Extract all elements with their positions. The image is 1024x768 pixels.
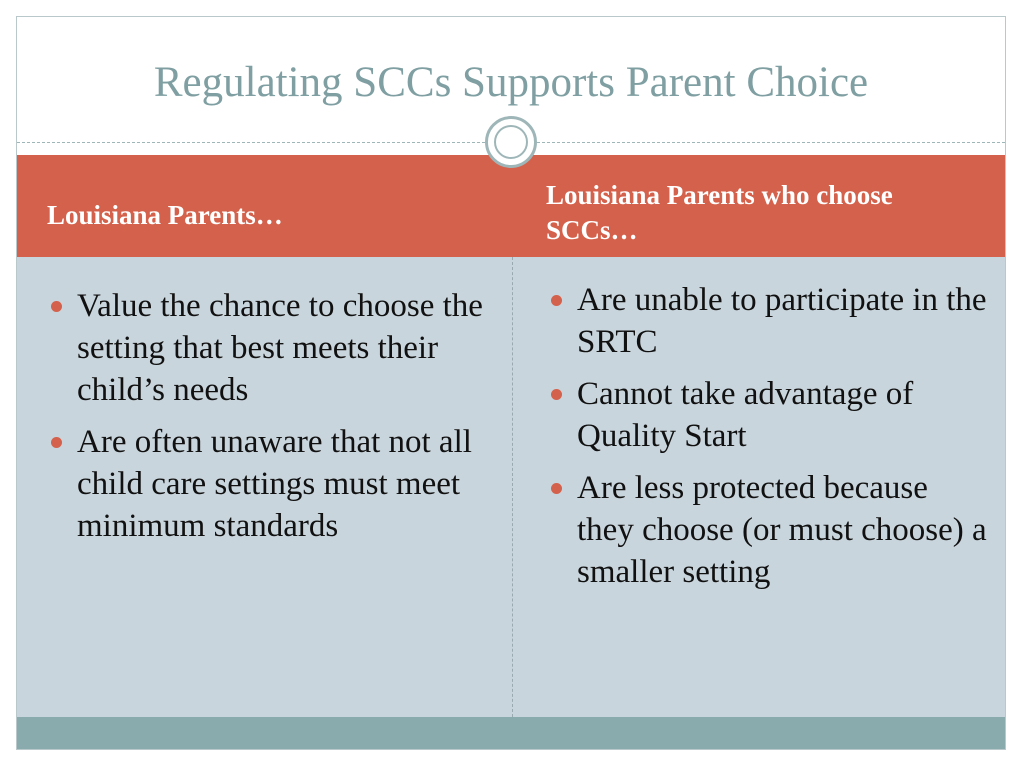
slide-title: Regulating SCCs Supports Parent Choice: [153, 59, 869, 106]
list-item: [549, 373, 989, 457]
bullet-text: Value the chance to choose the setting that best meets their child’s needs: [77, 288, 483, 408]
bullet-text: Are unable to participate in the SRTC: [577, 282, 987, 360]
bullet-text: Are less protected because they choose (or must choose) a smaller setting: [577, 470, 987, 590]
column-divider: [512, 257, 513, 717]
bullet-text: Are often unaware that not all child care settings must meet minimum standards: [77, 424, 472, 544]
bullet-text: Cannot take advantage of Quality Start: [577, 376, 914, 454]
bullet-dot-icon: [551, 295, 562, 306]
list-item: [549, 279, 989, 363]
bullet-dot-icon: [51, 437, 62, 448]
list-item: [549, 467, 989, 593]
right-bullet-list: [549, 279, 989, 603]
bullet-dot-icon: [551, 389, 562, 400]
double-circle-icon: [485, 116, 537, 168]
bullet-dot-icon: [551, 483, 562, 494]
left-column-heading: Louisiana Parents…: [47, 200, 283, 230]
left-bullet-list: [49, 285, 489, 557]
inner-circle: [494, 125, 528, 159]
footer-band: [17, 717, 1005, 750]
slide: [16, 16, 1006, 750]
list-item: [49, 421, 489, 547]
bullet-dot-icon: [51, 301, 62, 312]
list-item: [49, 285, 489, 411]
right-column-heading: Louisiana Parents who choose SCCs…: [546, 180, 893, 245]
